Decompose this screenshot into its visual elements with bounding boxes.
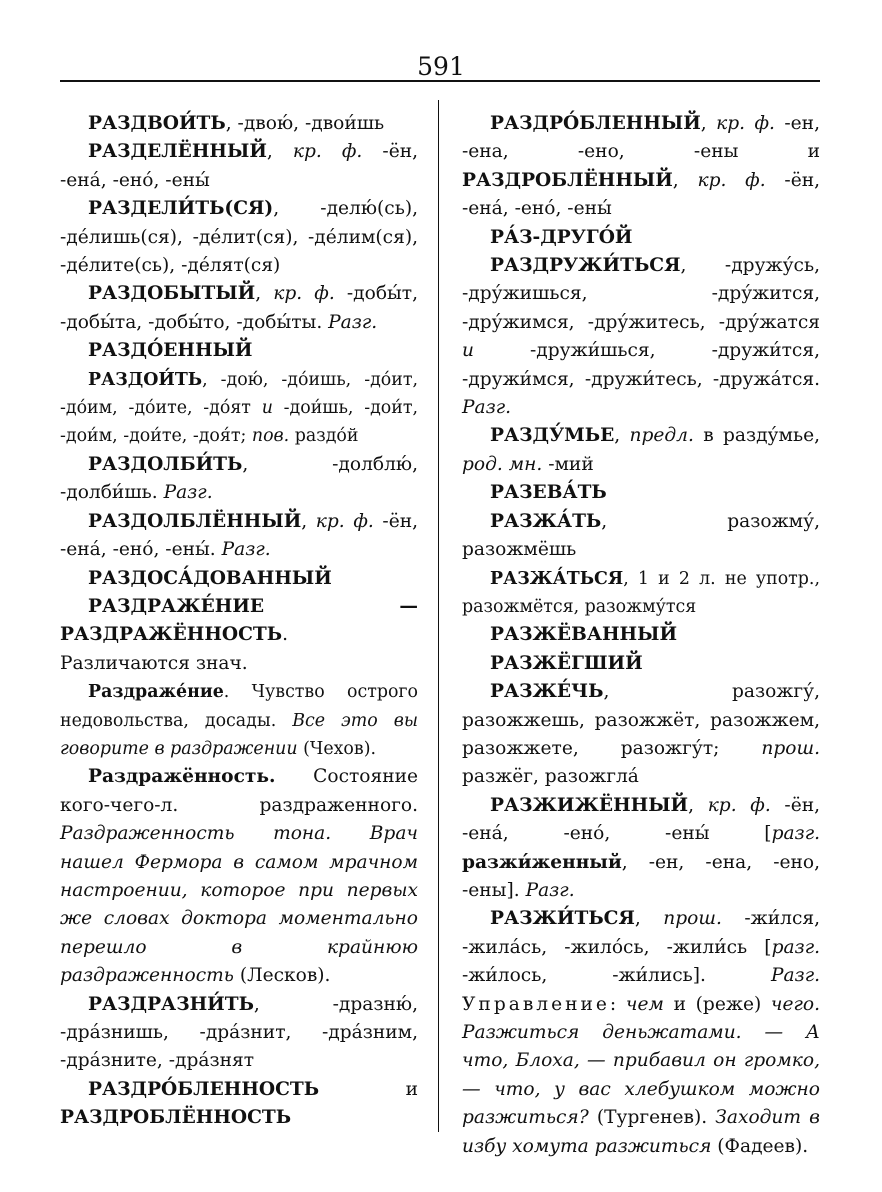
entry-headword: РАЗДУ́МЬЕ [490,425,615,447]
entry-headword: РА́З-ДРУГО́Й [490,226,633,248]
entry-headword: Раздражённость. [88,766,276,788]
dictionary-entry [462,252,820,422]
entry-headword: РАЗДВОИ́ТЬ [88,113,226,134]
entry-text: Управление [462,993,610,1015]
entry-italic-text: прош. [761,737,820,759]
dictionary-entry [60,763,418,990]
right-column [462,110,820,1161]
entry-italic-text: чем [625,993,664,1015]
entry-text: , -дразню́, -дра́знишь, -дра́знит, -дра́зним, -дра́зните, -дра́знят [60,993,418,1072]
entry-text: раздо́й [289,426,359,447]
entry-italic-text: разг. [771,823,820,845]
entry-headword: РАЗДРОБЛЁННЫЙ [462,169,673,191]
entry-headword: РАЗДЕЛЁННЫЙ [88,141,267,163]
entry-text: (Лесков). [233,965,331,987]
entry-text: (Чехов). [297,738,377,759]
entry-headword: РАЗДРУЖИ́ТЬСЯ [490,255,681,277]
entry-text: -добы́т, -добы́та, -добы́то, -добы́ты. [60,283,419,333]
entry-text: , [672,169,698,191]
entry-headword: РАЗДОЛБИ́ТЬ [88,453,243,475]
left-column [60,110,418,1133]
entry-headword: Раздраже́ние [88,682,224,703]
entry-text: : [609,993,626,1015]
dictionary-entry [60,1076,418,1133]
entry-text: -жи́лось, -жи́лись]. [462,965,771,987]
entry-text: , [255,283,274,305]
entry-italic-text: Разг. [770,965,820,987]
entry-italic-text: Разг. [525,879,575,901]
entry-italic-text: Раздраженность тона. Врач нашел Фермора в самом мрачном настроении, которое при первых же словах доктора моментально перешло в крайнюю раздраженность [60,823,418,987]
entry-headword: РАЗЖА́ТЬ [490,510,602,532]
entry-italic-text: Разг. [328,311,378,333]
entry-text: (Тургенев). [588,1107,716,1129]
entry-text: , [301,510,316,532]
dictionary-entry [462,422,820,479]
dictionary-entry [60,565,418,593]
entry-italic-text: кр. ф. [292,141,363,163]
entry-headword: РАЗЖЕ́ЧЬ [490,681,604,703]
entry-text: -мий [542,453,594,475]
entry-italic-text: Разг. [462,397,512,419]
entry-headword: РАЗДО́ЕННЫЙ [88,340,253,362]
entry-italic-text: предл. [629,425,694,447]
entry-text: , -двою́, -двои́шь [225,113,385,134]
entry-text: , [614,425,630,447]
entry-text: , [634,908,664,930]
entry-text: . Различаются знач. [60,624,288,674]
entry-italic-text: Разг. [221,539,271,561]
entry-italic-text: и [462,340,474,362]
entry-text: -ен, -ена, -ено, -ены и [462,113,820,163]
entry-text: , -делю́(сь), -де́лишь(ся), -де́лит(ся), -де́лим(ся), -де́лите(сь), -де́лят(ся) [60,198,418,277]
entry-italic-text: Заходит в избу хомута разжиться [462,1107,820,1157]
dictionary-entry [60,195,418,280]
entry-text: , -долблю́, -долби́шь. [60,453,418,504]
entry-headword: РАЗЕВА́ТЬ [490,482,607,504]
entry-headword: РАЗДРАЗНИ́ТЬ [88,993,254,1015]
dictionary-entry [60,110,418,138]
entry-italic-text: разг. [771,936,820,958]
entry-headword: РАЗЖА́ТЬСЯ [490,568,624,589]
entry-text: -ён, -ена́, -ено́, -ены́ [ [462,794,820,845]
entry-headword: РАЗДОБЫТЫЙ [88,283,256,305]
entry-text: (Фадеев). [711,1135,809,1157]
entry-headword: РАЗЖЁГШИЙ [490,652,643,674]
entry-text: , 1 и 2 л. не употр., разожмётся, разожму́тся [462,568,820,617]
entry-italic-text: кр. ф. [315,510,374,532]
dictionary-entry [462,479,820,507]
entry-italic-text: кр. ф. [716,113,775,134]
entry-headword: РАЗДОИ́ТЬ [88,369,203,390]
dictionary-entry [60,678,418,763]
entry-italic-text: и [261,398,273,419]
entry-text: , [700,113,717,134]
dictionary-entry [60,280,418,337]
entry-text: , разожму́, разожмёшь [462,510,820,561]
entry-text: -ён, -ена́, -ено́, -ены́ [60,141,418,191]
dictionary-entry [462,792,820,906]
entry-text: разжёг, разожгла́ [462,766,639,788]
page-number: 591 [417,52,465,81]
dictionary-entry [462,508,820,565]
entry-text: -ён, -ена́, -ено́, -ены́. [60,510,418,561]
column-divider [438,100,439,1132]
entry-headword: РАЗДРОБЛЁННОСТЬ [60,1107,292,1129]
entry-headword: РАЗДРО́БЛЕННЫЙ [490,113,701,134]
entry-text: , -дою́, -до́ишь, -до́ит, -до́им, -до́ите, -до́ят [60,369,418,419]
entry-text: -ён, -ена́, -ено́, -ены́ [462,169,820,220]
entry-text: . Чувство острого недовольства, досады. [60,682,418,731]
entry-text: -дружи́шься, -дружи́тся, -дружи́мся, -дружи́тесь, -дружа́тся. [462,340,820,390]
dictionary-entry [462,905,820,1161]
dictionary-entry [462,224,820,252]
entry-text: , разожгу́, разожжешь, разожжёт, разожжем, разожжете, разожгу́т; [462,681,820,759]
entry-italic-text: кр. ф. [697,169,766,191]
entry-italic-text: кр. ф. [273,283,335,305]
entry-text: -дои́шь, -дои́т, -дои́м, -дои́те, -доя́т; [60,398,418,447]
entry-text: , [688,794,708,816]
entry-text: -жи́лся, -жила́сь, -жило́сь, -жили́сь [ [462,908,820,958]
entry-text: , -дружу́сь, -дру́жишься, -дру́жится, -дру́жимся, -дру́житесь, -дру́жатся [462,255,820,333]
entry-headword: РАЗЖИ́ТЬСЯ [490,908,635,930]
entry-italic-text: род. мн. [462,453,543,475]
dictionary-entry [462,678,820,792]
entry-headword: РАЗДЕЛИ́ТЬ(СЯ) [88,198,274,220]
entry-headword: РАЗДРАЖЕ́НИЕ — РАЗДРАЖЁННОСТЬ [60,595,418,646]
entry-headword: РАЗЖЁВАННЫЙ [490,624,678,646]
entry-text: и [319,1078,418,1100]
dictionary-entry [60,593,418,678]
dictionary-entry [462,565,820,622]
entry-text: , -ен, -ена, -ено, -ены]. [462,851,820,901]
entry-italic-text: кр. ф. [707,794,771,816]
dictionary-entry [60,366,418,451]
entry-headword: РАЗДОЛБЛЁННЫЙ [88,510,302,532]
dictionary-entry [60,451,418,508]
entry-text: Состояние кого-чего-л. раздраженного. [60,766,418,816]
header-rule [60,80,820,82]
entry-italic-text: Разг. [163,482,213,504]
dictionary-entry [60,337,418,365]
entry-italic-text: Все это вы говорите в раздражении [60,710,418,759]
dictionary-entry [462,650,820,678]
entry-italic-text: прош. [663,908,722,930]
dictionary-entry [60,508,418,565]
entry-headword: РАЗДРО́БЛЕННОСТЬ [88,1078,320,1100]
dictionary-entry [60,991,418,1076]
entry-text: и (реже) [663,993,771,1015]
dictionary-entry [462,110,820,224]
dictionary-entry [462,621,820,649]
entry-headword: РАЗЖИЖЁННЫЙ [490,794,689,816]
entry-headword: разжи́женный [462,851,622,873]
entry-text: в разду́мье, [693,425,820,447]
entry-text: , [266,141,293,163]
entry-italic-text: пов. [251,426,290,447]
entry-headword: РАЗДОСА́ДОВАННЫЙ [88,567,332,589]
dictionary-entry [60,138,418,195]
entry-italic-text: чего. Разжиться деньжатами. — А что, Блоха, — прибавил он громко, — что, у вас хлебушком можно разжиться? [462,993,820,1129]
